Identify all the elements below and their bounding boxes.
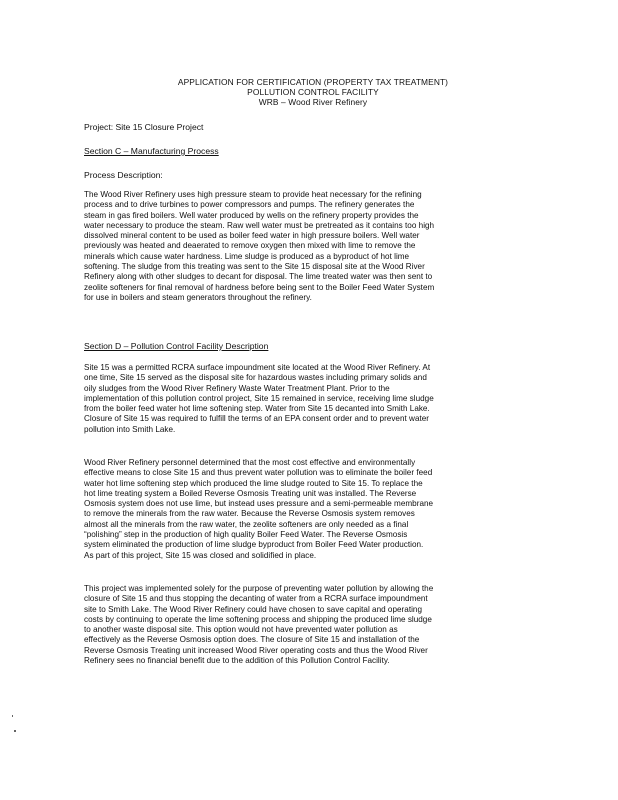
text-line: Reverse Osmosis Treating unit increased Wood River operating costs and thus the Wood River	[84, 645, 428, 655]
section-c-heading: Section C – Manufacturing Process	[84, 146, 219, 156]
header-subtitle: POLLUTION CONTROL FACILITY	[247, 87, 379, 97]
header-facility: WRB – Wood River Refinery	[258, 97, 368, 107]
text-line: water hot lime softening step which produced the lime sludge routed to Site 15. To replace the	[84, 478, 423, 488]
section-c-paragraph	[84, 190, 544, 303]
text-line: process and to drive turbines to power compressors and pumps. The refinery generates the	[84, 200, 415, 210]
section-d-paragraph-2	[84, 458, 544, 561]
section-c-subheading: Process Description:	[84, 170, 163, 180]
text-line: costs by continuing to operate the lime softening process and shipping the produced lime sludge	[84, 614, 432, 624]
section-d-heading: Section D – Pollution Control Facility Description	[84, 341, 269, 351]
text-line: effectively as the Reverse Osmosis option does. The closure of Site 15 and installation of the	[84, 635, 420, 645]
scan-speck	[14, 730, 16, 732]
text-line: almost all the minerals from the raw water, the zeolite softeners are only needed as a final	[84, 519, 409, 529]
text-line: softening. The sludge from this treating was sent to the Site 15 disposal site at the Wood River	[84, 262, 425, 272]
project-title: Project: Site 15 Closure Project	[84, 122, 204, 132]
document-header	[120, 77, 506, 107]
text-line: from the boiler feed water hot lime softening step. Water from Site 15 decanted into Smith Lake.	[84, 404, 430, 414]
text-line: system eliminated the production of lime sludge byproduct from Boiler Feed Water production.	[84, 540, 424, 550]
text-line: pollution into Smith Lake.	[84, 424, 176, 434]
text-line: one time, Site 15 served as the disposal site for hazardous wastes including primary solids and	[84, 373, 427, 383]
text-line: Refinery sees no financial benefit due to the addition of this Pollution Control Facility.	[84, 656, 390, 666]
text-line: previously was heated and deaerated to remove oxygen then mixed with lime to remove the	[84, 241, 416, 251]
text-line: oily sludges from the Wood River Refinery Waste Water Treatment Plant. Prior to the	[84, 383, 390, 393]
text-line: effective means to close Site 15 and thus prevent water pollution was to eliminate the boiler feed	[84, 468, 433, 478]
text-line: This project was implemented solely for the purpose of preventing water pollution by allowing the	[84, 584, 434, 593]
text-line: dissolved mineral content to be used as boiler feed water in high pressure boilers. Well water	[84, 231, 420, 241]
text-line: Wood River Refinery personnel determined that the most cost effective and environmentally	[84, 458, 416, 467]
text-line: As part of this project, Site 15 was closed and solidified in place.	[84, 550, 317, 560]
text-line: The Wood River Refinery uses high pressure steam to provide heat necessary for the refining	[84, 190, 422, 199]
text-line: to remove the minerals from the raw water. Because the Reverse Osmosis system removes	[84, 509, 415, 519]
text-line: to another waste disposal site. This option would not have prevented water pollution as	[84, 625, 398, 635]
text-line: Osmosis system does not use lime, but instead uses pressure and a semi-permeable membrane	[84, 499, 434, 509]
text-line: hot lime treating system a Boiled Reverse Osmosis Treating unit was installed. The Reverse	[84, 488, 417, 498]
text-line: water necessary to produce the steam. Raw well water must be pretreated as it contains too high	[84, 220, 435, 230]
text-line: “polishing” step in the production of high quality Boiler Feed Water. The Reverse Osmosis	[84, 530, 408, 540]
text-line: Refinery along with other sludges to decant for disposal. The lime treated water was then sent to	[84, 272, 433, 282]
text-line: steam in gas fired boilers. Well water produced by wells on the refinery property provides the	[84, 210, 419, 220]
text-line: zeolite softeners for final removal of hardness before being sent to the Boiler Feed Water System	[84, 282, 435, 292]
text-line: for use in boilers and steam generators throughout the refinery.	[84, 292, 312, 302]
text-line: Closure of Site 15 was required to fulfill the terms of an EPA consent order and to prevent water	[84, 414, 430, 424]
header-title: APPLICATION FOR CERTIFICATION (PROPERTY TAX TREATMENT)	[177, 77, 449, 87]
text-line: minerals which cause water hardness. Lime sludge is produced as a byproduct of hot lime	[84, 251, 410, 261]
text-line: closure of Site 15 and thus stopping the decanting of water from a RCRA surface impoundment	[84, 594, 428, 604]
text-line: Site 15 was a permitted RCRA surface impoundment site located at the Wood River Refinery. At	[84, 363, 431, 372]
text-line: site to Smith Lake. The Wood River Refinery could have chosen to save capital and operating	[84, 604, 422, 614]
section-d-paragraph-1	[84, 363, 544, 435]
scan-speck	[12, 715, 13, 717]
text-line: implementation of this pollution control project, Site 15 remained in service, receiving lime sludge	[84, 393, 434, 403]
section-d-paragraph-3	[84, 584, 544, 666]
